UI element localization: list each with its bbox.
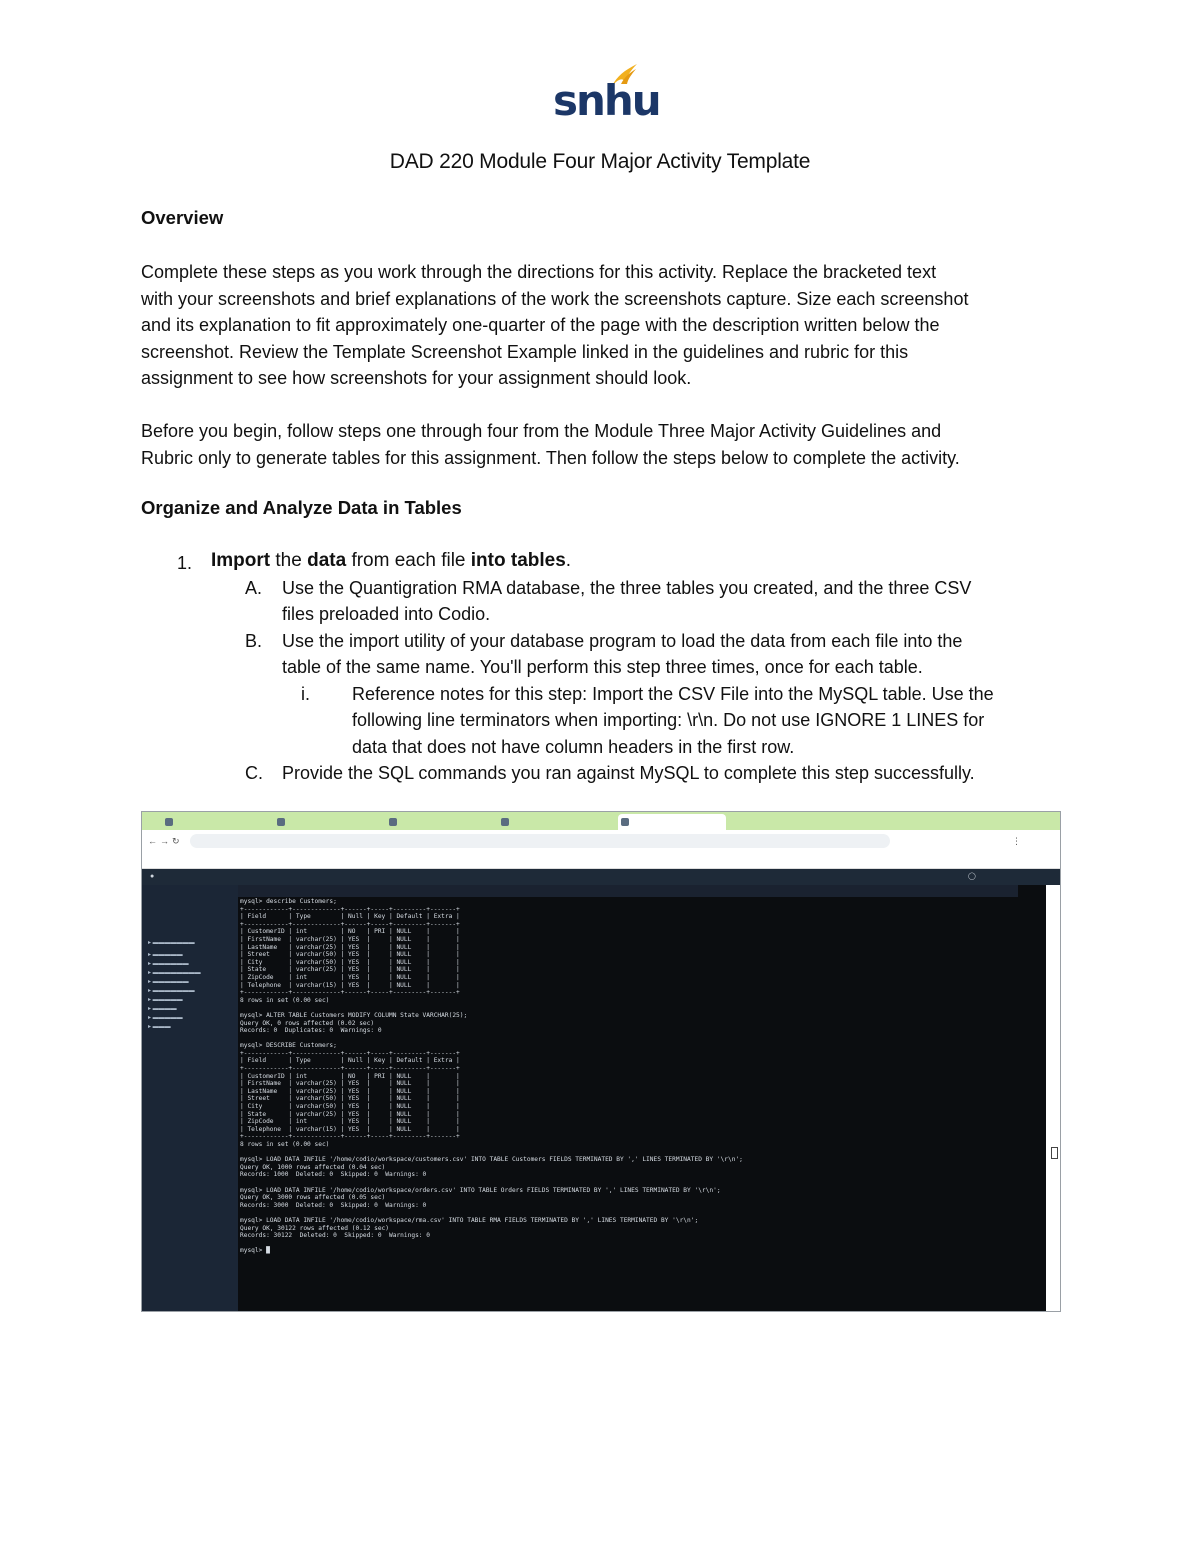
- tab-icon: [389, 818, 397, 826]
- menu-dots-icon: ⋮: [1012, 836, 1021, 846]
- terminal-line: 8 rows in set (0.00 sec): [240, 1141, 330, 1148]
- avatar: ◯: [968, 873, 976, 880]
- terminal-output: [240, 898, 1045, 1308]
- codio-menu-bar: [142, 869, 1060, 885]
- file-tree-line: ▸ ▬▬▬▬▬▬▬: [148, 988, 195, 994]
- terminal-line: Records: 1000 Deleted: 0 Skipped: 0 Warnings: 0: [240, 1171, 427, 1179]
- address-bar: [142, 830, 1060, 852]
- browser-tab: [162, 814, 272, 830]
- embedded-screenshot: [141, 811, 1061, 1312]
- terminal-line: | LastName | varchar(25) | YES | | NULL | |: [240, 943, 460, 951]
- before-paragraph: [141, 418, 1061, 471]
- terminal-line: | State | varchar(25) | YES | | NULL | |: [240, 966, 460, 974]
- text-span: from each file: [346, 550, 471, 571]
- terminal-line: +------------+-------------+------+-----+---------+-------+: [240, 905, 460, 913]
- terminal-line: +------------+-------------+------+-----+---------+-------+: [240, 920, 460, 928]
- step-1-text: [211, 548, 1061, 575]
- file-tree-sidebar: [142, 885, 238, 1311]
- file-tree-line: ▸ ▬▬▬: [148, 1024, 171, 1030]
- terminal-line: Query OK, 1000 rows affected (0.04 sec): [240, 1163, 386, 1171]
- terminal-line: Records: 3000 Deleted: 0 Skipped: 0 Warnings: 0: [240, 1201, 427, 1209]
- text-line: Use the import utility of your database program to load the data from each file into the: [282, 630, 963, 651]
- file-tree-line: ▸ ▬▬▬▬▬▬: [148, 961, 189, 967]
- emph-import: Import: [211, 550, 271, 571]
- terminal-line: +------------+-------------+------+-----+---------+-------+: [240, 1133, 460, 1141]
- sub-marker: i.: [301, 683, 310, 704]
- text-line: following line terminators when importing: \r\n. Do not use IGNORE 1 LINES for: [352, 710, 985, 730]
- terminal-line: | LastName | varchar(25) | YES | | NULL | |: [240, 1087, 460, 1095]
- terminal-line: +------------+-------------+------+-----+---------+-------+: [240, 989, 460, 997]
- tab-icon: [277, 818, 285, 826]
- terminal-line: mysql> █: [240, 1247, 270, 1255]
- sub-marker: C.: [245, 763, 263, 783]
- terminal-line: mysql> DESCRIBE Customers;: [240, 1042, 337, 1050]
- reload-icon: ↻: [172, 836, 180, 846]
- terminal-line: | CustomerID | int | NO | PRI | NULL | |: [240, 1072, 460, 1080]
- step-1a: [245, 575, 1061, 628]
- terminal-line: | State | varchar(25) | YES | | NULL | |: [240, 1110, 460, 1118]
- file-tree-line: ▸ ▬▬▬▬: [148, 1006, 177, 1012]
- terminal-line: mysql> describe Customers;: [240, 898, 337, 905]
- file-tree-line: ▸ ▬▬▬▬▬▬: [148, 979, 189, 985]
- snhu-logo: [553, 62, 660, 125]
- terminal-line: [240, 1240, 1045, 1248]
- terminal-line: [240, 1149, 1045, 1157]
- terminal-line: Query OK, 0 rows affected (0.02 sec): [240, 1019, 375, 1027]
- terminal-line: mysql> ALTER TABLE Customers MODIFY COLUMN State VARCHAR(25);: [240, 1011, 468, 1019]
- step-1: [141, 548, 1061, 575]
- terminal-line: [240, 1004, 1045, 1012]
- terminal-line: Query OK, 30122 rows affected (0.12 sec): [240, 1224, 390, 1232]
- browser-tab: [274, 814, 384, 830]
- step-number: 1.: [177, 553, 193, 573]
- text-line: Reference notes for this step: Import the CSV File into the MySQL table. Use the: [352, 683, 994, 704]
- section-heading: Organize and Analyze Data in Tables: [141, 497, 462, 518]
- sub-marker: A.: [245, 577, 263, 598]
- overview-heading: Overview: [141, 207, 224, 228]
- terminal-line: [240, 1209, 1045, 1217]
- terminal-line: [240, 1179, 1045, 1187]
- terminal-line: mysql> LOAD DATA INFILE '/home/codio/workspace/rma.csv' INTO TABLE RMA FIELDS TERMINATED BY ',' LINES TERMINATED BY '\r\n';: [240, 1216, 699, 1224]
- terminal-line: Records: 0 Duplicates: 0 Warnings: 0: [240, 1027, 382, 1035]
- scroll-thumb: [1051, 1147, 1058, 1159]
- codio-logo-icon: ●: [150, 873, 155, 880]
- file-tree-line: ▸ ▬▬▬▬▬: [148, 997, 183, 1003]
- text-line: screenshot. Review the Template Screenshot Example linked in the guidelines and rubric for this: [141, 341, 909, 362]
- step-1b: [245, 628, 1061, 681]
- emph-into-tables: into tables: [470, 550, 566, 571]
- file-tree-line: ▸ ▬▬▬▬▬: [148, 952, 183, 958]
- terminal-line: +------------+-------------+------+-----+---------+-------+: [240, 1049, 460, 1057]
- terminal-line: Records: 30122 Deleted: 0 Skipped: 0 Warnings: 0: [240, 1232, 430, 1240]
- tab-icon: [165, 818, 173, 826]
- step-1c: [245, 760, 1061, 787]
- terminal-line: | City | varchar(50) | YES | | NULL | |: [240, 1103, 460, 1111]
- terminal-line: Query OK, 3000 rows affected (0.05 sec): [240, 1194, 386, 1202]
- browser-tab: [498, 814, 608, 830]
- browser-tab-bar: [142, 812, 1060, 830]
- browser-tab-active: [618, 814, 726, 830]
- file-tree-line: ▸ ▬▬▬▬▬▬▬▬: [148, 970, 201, 976]
- editor-tab-bar: [238, 885, 1018, 897]
- bookmarks-bar: [142, 852, 1060, 869]
- terminal-line: | Telephone | varchar(15) | YES | | NULL | |: [240, 1125, 460, 1133]
- file-tree-line: ▸ ▬▬▬▬▬▬▬: [148, 940, 195, 946]
- terminal-line: | Street | varchar(50) | YES | | NULL | |: [240, 951, 460, 959]
- tab-icon: [621, 818, 629, 826]
- text-line: Use the Quantigration RMA database, the three tables you created, and the three CSV: [282, 577, 972, 598]
- text-line: Rubric only to generate tables for this assignment. Then follow the steps below to complete the activity.: [141, 447, 960, 468]
- text-line: data that does not have column headers in the first row.: [352, 736, 795, 757]
- sub-marker: B.: [245, 630, 263, 651]
- terminal-line: | Telephone | varchar(15) | YES | | NULL | |: [240, 981, 460, 989]
- forward-icon: →: [160, 836, 169, 846]
- text-line: assignment to see how screenshots for your assignment should look.: [141, 368, 692, 388]
- overview-paragraph: [141, 259, 1061, 392]
- page-title: DAD 220 Module Four Major Activity Template: [389, 150, 811, 173]
- logo-wordmark: snhu: [553, 76, 660, 125]
- browser-tab: [386, 814, 496, 830]
- terminal-line: | FirstName | varchar(25) | YES | | NULL | |: [240, 935, 460, 943]
- terminal-line: | Street | varchar(50) | YES | | NULL | |: [240, 1095, 460, 1103]
- step-list: [141, 548, 1061, 787]
- scrollbar: [1046, 885, 1060, 1311]
- text-line: with your screenshots and brief explanations of the work the screenshots capture. Size each screenshot: [141, 288, 969, 309]
- text-span: the: [270, 550, 308, 571]
- text-line: Before you begin, follow steps one through four from the Module Three Major Activity Guidelines and: [141, 421, 942, 441]
- text-line: Provide the SQL commands you ran against MySQL to complete this step successfully.: [282, 763, 975, 783]
- terminal-line: | Field | Type | Null | Key | Default | Extra |: [240, 913, 460, 921]
- text-span: .: [565, 550, 572, 571]
- file-tree-line: ▸ ▬▬▬▬▬: [148, 1015, 183, 1021]
- emph-data: data: [307, 550, 347, 571]
- text-line: and its explanation to fit approximately one-quarter of the page with the description written below the: [141, 315, 940, 335]
- text-line: table of the same name. You'll perform this step three times, once for each table.: [282, 657, 923, 677]
- terminal-line: 8 rows in set (0.00 sec): [240, 996, 330, 1004]
- terminal-line: | ZipCode | int | YES | | NULL | |: [240, 1118, 460, 1126]
- terminal-line: mysql> LOAD DATA INFILE '/home/codio/workspace/orders.csv' INTO TABLE Orders FIELDS TERMINATED BY ',' LINES TERMINATED BY '\r\n';: [240, 1186, 721, 1194]
- terminal-line: +------------+-------------+------+-----+---------+-------+: [240, 1065, 460, 1073]
- step-1b-i: [301, 681, 1061, 761]
- terminal-line: | Field | Type | Null | Key | Default | Extra |: [240, 1057, 460, 1065]
- url-field: [190, 834, 890, 848]
- terminal-line: | CustomerID | int | NO | PRI | NULL | |: [240, 928, 460, 936]
- terminal-line: | FirstName | varchar(25) | YES | | NULL | |: [240, 1080, 460, 1088]
- tab-icon: [501, 818, 509, 826]
- text-line: files preloaded into Codio.: [282, 604, 491, 624]
- terminal-line: | City | varchar(50) | YES | | NULL | |: [240, 958, 460, 966]
- back-icon: ←: [148, 836, 157, 846]
- terminal-line: | ZipCode | int | YES | | NULL | |: [240, 973, 460, 981]
- text-line: Complete these steps as you work through the directions for this activity. Replace the bracketed text: [141, 262, 937, 282]
- terminal-line: mysql> LOAD DATA INFILE '/home/codio/workspace/customers.csv' INTO TABLE Customers FIELDS TERMINATED BY ',' LINES TERMINATED BY '\r\n';: [240, 1156, 743, 1164]
- terminal-line: [240, 1035, 1045, 1043]
